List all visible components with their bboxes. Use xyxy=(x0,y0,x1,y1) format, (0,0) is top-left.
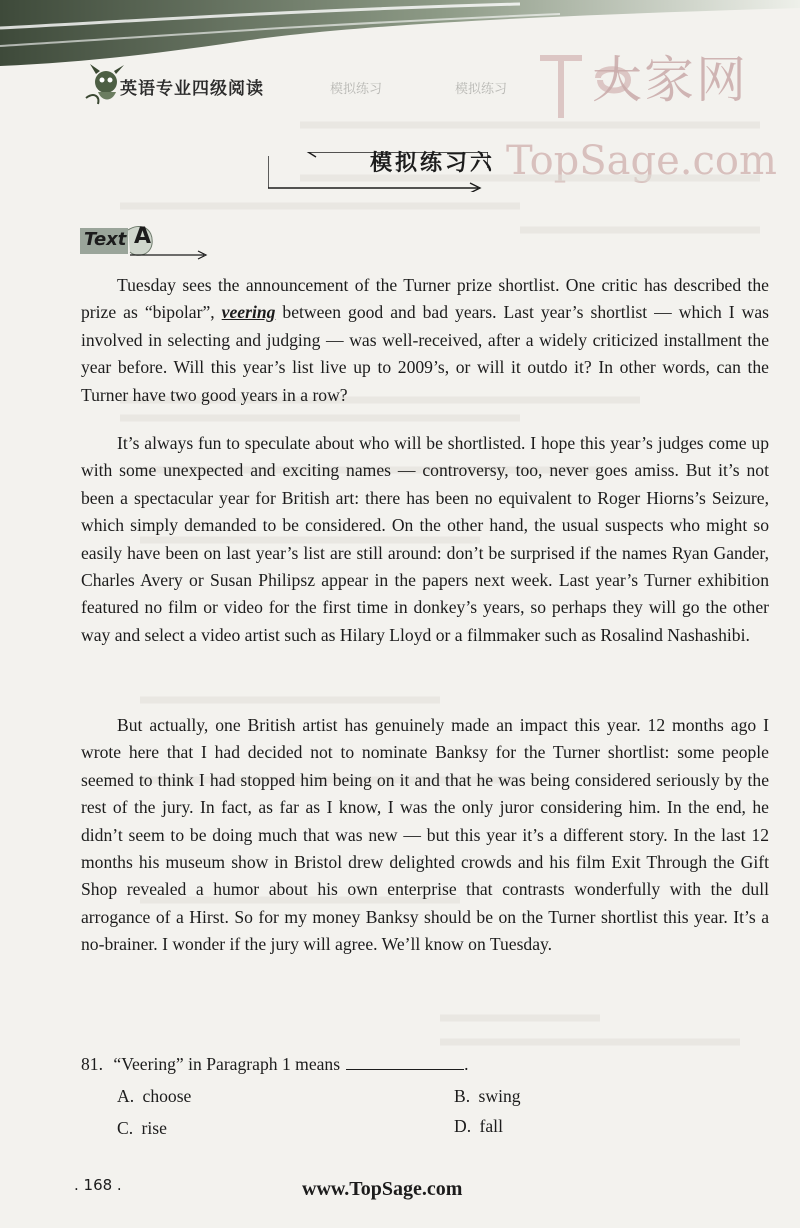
text-badge-label: Text xyxy=(84,229,127,250)
option-a xyxy=(117,1086,191,1107)
p1-after: between good and bad years. Last year’s shortlist — which I was involved in selecting and judging — was well-received, after a widely criticized installment the year before. Will this year’s list live up to 2009’s, or will it outdo it? In other words, can the Turner have two good years in a row? xyxy=(81,302,769,405)
section-title: 模拟练习六 xyxy=(370,151,496,176)
faded-header-text: 模拟练习 xyxy=(455,82,508,97)
option-key: D. xyxy=(454,1116,472,1136)
option-c xyxy=(117,1118,167,1139)
option-key: A. xyxy=(117,1086,135,1106)
faded-header-text: 模拟练习 xyxy=(330,82,383,97)
watermark-domain: TopSage.com xyxy=(506,138,777,184)
option-text: fall xyxy=(479,1116,503,1136)
book-title: 英语专业四级阅读 xyxy=(120,79,264,99)
question-end: . xyxy=(464,1054,469,1074)
option-text: rise xyxy=(141,1118,167,1138)
answer-blank xyxy=(346,1055,464,1070)
option-d xyxy=(454,1116,503,1137)
question-number: 81. xyxy=(81,1054,103,1074)
footer-url-link[interactable]: www.TopSage.com xyxy=(302,1178,463,1200)
option-key: C. xyxy=(117,1118,134,1138)
question-81 xyxy=(81,1054,469,1075)
keyword-veering: veering xyxy=(221,302,276,323)
option-text: choose xyxy=(142,1086,192,1106)
option-text: swing xyxy=(478,1086,521,1106)
p1-before: Tuesday sees the announcement of the Turner prize shortlist. One critic has described the prize as “bipolar”, xyxy=(81,275,769,323)
question-stem: “Veering” in Paragraph 1 means xyxy=(113,1054,341,1074)
page-number: . 168 . xyxy=(74,1176,122,1194)
watermark-cjk: 大家网 xyxy=(592,51,748,109)
passage-paragraph-3: But actually, one British artist has genuinely made an impact this year. 12 months ago I wrote here that I had decided not to nominate Banksy for the Turner shortlist: some people seemed to think I had stopped him being on it and that he was being considered seriously by the rest of the jury. In fact, as far as I know, I was the only juror considering him. In the end, he didn’t seem to be doing much that was new — but this year it’s a different story. In the last 12 months his museum show in Bristol drew delighted crowds and his film Exit Through the Gift Shop revealed a humor about his own enterprise that contrasts wonderfully with the dull arrogance of a Hirst. So for my money Banksy should be on the Turner shortlist this year. It’s a no-brainer. I wonder if the jury will agree. We’ll know on Tuesday. xyxy=(81,715,769,955)
option-key: B. xyxy=(454,1086,471,1106)
text-badge-letter: A xyxy=(134,224,152,249)
passage-paragraph-1 xyxy=(81,272,769,409)
option-b xyxy=(454,1086,521,1107)
passage-paragraph-2: It’s always fun to speculate about who will be shortlisted. I hope this year’s judges come up with some unexpected and exciting names — controversy, too, never goes amiss. But it’s not been a spectacular year for British art: there has been no equivalent to Roger Hiorns’s Seizure, which simply demanded to be considered. On the other hand, the usual suspects who might so easily have been on last year’s list are still around: don’t be surprised if the names Ryan Gander, Charles Avery or Susan Philipsz appear in the papers next week. Last year’s Turner exhibition featured no film or video for the first time in donkey’s years, so perhaps they will go the other way and select a video artist such as Hilary Lloyd or a filmmaker such as Rosalind Nashashibi. xyxy=(81,433,769,645)
